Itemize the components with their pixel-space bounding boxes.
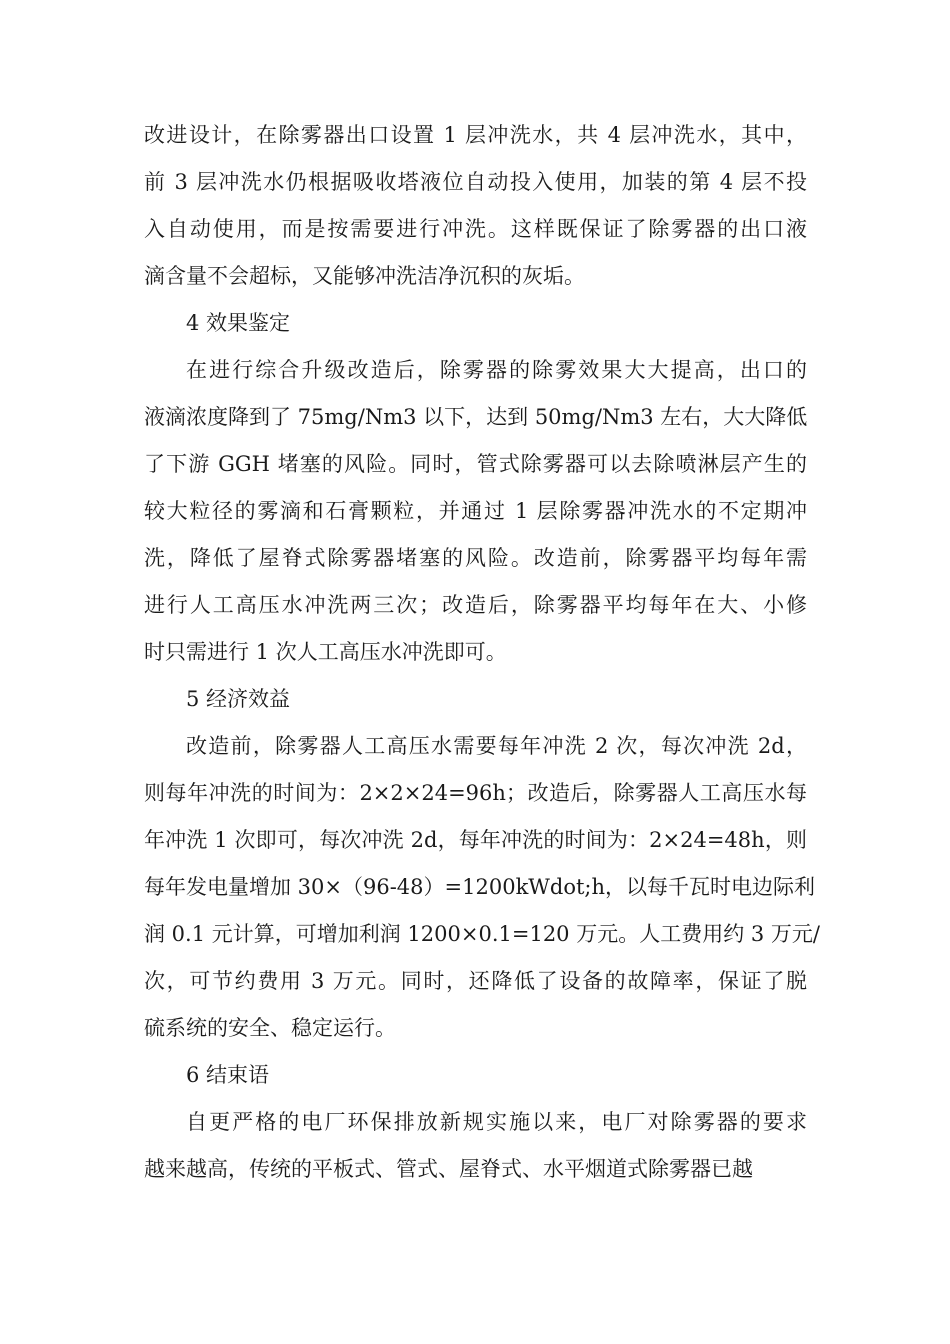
text-line: 进行人工高压水冲洗两三次；改造后，除雾器平均每年在大、小修 <box>144 593 807 617</box>
body-paragraph <box>144 1099 807 1193</box>
text-line: 前 3 层冲洗水仍根据吸收塔液位自动投入使用，加装的第 4 层不投 <box>144 170 807 194</box>
text-line: 越来越高，传统的平板式、管式、屋脊式、水平烟道式除雾器已越 <box>144 1157 753 1181</box>
text-line: 次，可节约费用 3 万元。同时，还降低了设备的故障率，保证了脱 <box>144 969 807 993</box>
text-line: 入自动使用，而是按需要进行冲洗。这样既保证了除雾器的出口液 <box>144 217 807 241</box>
body-paragraph <box>144 723 820 1052</box>
text-line: 每年发电量增加 30×（96-48）=1200kWdot;h，以每千瓦时电边际利 <box>144 875 816 899</box>
body-paragraph <box>144 112 807 300</box>
body-paragraph <box>144 347 807 676</box>
document-body <box>144 112 820 1193</box>
section-heading: 6 结束语 <box>186 1063 270 1087</box>
text-line: 滴含量不会超标，又能够冲洗洁净沉积的灰垢。 <box>144 264 585 288</box>
text-line: 液滴浓度降到了 75mg/Nm3 以下，达到 50mg/Nm3 左右，大大降低 <box>144 405 808 429</box>
text-line: 较大粒径的雾滴和石膏颗粒，并通过 1 层除雾器冲洗水的不定期冲 <box>144 499 807 523</box>
section-heading: 4 效果鉴定 <box>186 311 291 335</box>
text-line: 在进行综合升级改造后，除雾器的除雾效果大大提高，出口的 <box>186 358 807 382</box>
text-line: 年冲洗 1 次即可，每次冲洗 2d，每年冲洗的时间为：2×24=48h，则 <box>144 828 807 852</box>
text-line: 则每年冲洗的时间为：2×2×24=96h；改造后，除雾器人工高压水每 <box>144 781 807 805</box>
text-line: 改进设计，在除雾器出口设置 1 层冲洗水，共 4 层冲洗水，其中， <box>144 123 807 147</box>
text-line: 了下游 GGH 堵塞的风险。同时，管式除雾器可以去除喷淋层产生的 <box>144 452 807 476</box>
text-line: 时只需进行 1 次人工高压水冲洗即可。 <box>144 640 507 664</box>
text-line: 自更严格的电厂环保排放新规实施以来，电厂对除雾器的要求 <box>186 1110 807 1134</box>
text-line: 改造前，除雾器人工高压水需要每年冲洗 2 次，每次冲洗 2d， <box>186 734 807 758</box>
text-line: 润 0.1 元计算，可增加利润 1200×0.1=120 万元。人工费用约 3 万元/ <box>144 922 820 946</box>
section-heading: 5 经济效益 <box>186 687 291 711</box>
text-line: 洗，降低了屋脊式除雾器堵塞的风险。改造前，除雾器平均每年需 <box>144 546 807 570</box>
text-line: 硫系统的安全、稳定运行。 <box>144 1016 396 1040</box>
